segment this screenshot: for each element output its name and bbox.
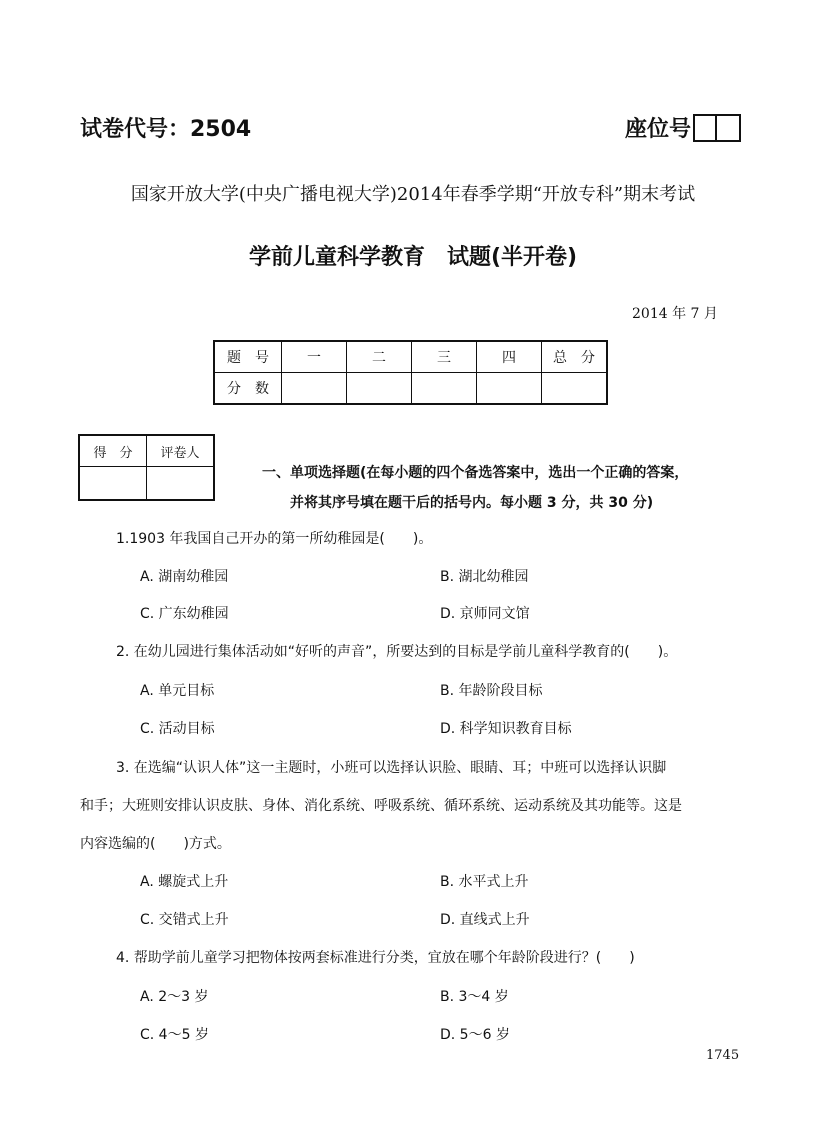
score-table bbox=[213, 340, 608, 405]
exam-title: 国家开放大学(中央广播电视大学)2014年春季学期“开放专科”期末考试 bbox=[130, 184, 696, 205]
question-3-option-b: B. 水平式上升 bbox=[440, 874, 529, 890]
question-3-option-d: D. 直线式上升 bbox=[440, 912, 530, 928]
question-1-stem: 1.1903 年我国自己开办的第一所幼稚园是( )。 bbox=[116, 531, 433, 547]
paper-code: 试卷代号：2504 bbox=[80, 117, 252, 142]
score-table-header-cell: 题 号 bbox=[214, 341, 282, 373]
seat-number bbox=[625, 112, 741, 143]
score-cell[interactable] bbox=[412, 373, 477, 405]
score-cell[interactable] bbox=[347, 373, 412, 405]
grader-score-label: 得 分 bbox=[79, 435, 147, 467]
question-1-option-b: B. 湖北幼稚园 bbox=[440, 569, 529, 585]
question-1-option-d: D. 京师同文馆 bbox=[440, 606, 530, 622]
seat-box-cell bbox=[695, 116, 717, 140]
score-table-score-row bbox=[214, 373, 607, 405]
question-4-stem: 4. 帮助学前儿童学习把物体按两套标准进行分类，宜放在哪个年龄阶段进行？( ) bbox=[116, 950, 635, 966]
score-table-header-cell: 三 bbox=[412, 341, 477, 373]
question-3-stem: 内容选编的( )方式。 bbox=[80, 836, 231, 852]
question-2-stem: 2. 在幼儿园进行集体活动如“好听的声音”，所要达到的目标是学前儿童科学教育的( )。 bbox=[116, 644, 678, 660]
section-heading: 一、单项选择题(在每小题的四个备选答案中，选出一个正确的答案， bbox=[262, 465, 689, 481]
section-heading-continued: 并将其序号填在题干后的括号内。每小题 3 分，共 30 分) bbox=[290, 495, 654, 511]
question-2-option-d: D. 科学知识教育目标 bbox=[440, 721, 572, 737]
question-1-option-c: C. 广东幼稚园 bbox=[140, 606, 229, 622]
question-3-stem: 3. 在选编“认识人体”这一主题时，小班可以选择认识脸、眼睛、耳；中班可以选择认识脚 bbox=[116, 760, 667, 776]
question-3-stem: 和手；大班则安排认识皮肤、身体、消化系统、呼吸系统、循环系统、运动系统及其功能等。这是 bbox=[80, 798, 682, 814]
question-2-option-b: B. 年龄阶段目标 bbox=[440, 683, 543, 699]
page-number: 1745 bbox=[706, 1048, 740, 1063]
score-table-header-row bbox=[214, 341, 607, 373]
grader-table bbox=[78, 434, 215, 501]
question-4-option-d: D. 5～6 岁 bbox=[440, 1027, 510, 1043]
question-3-option-c: C. 交错式上升 bbox=[140, 912, 229, 928]
grader-name-label: 评卷人 bbox=[147, 435, 215, 467]
score-table-score-label: 分 数 bbox=[214, 373, 282, 405]
score-table-header-cell: 一 bbox=[282, 341, 347, 373]
score-cell[interactable] bbox=[282, 373, 347, 405]
exam-date: 2014 年 7 月 bbox=[632, 306, 718, 322]
seat-number-boxes bbox=[693, 114, 741, 142]
seat-box-cell bbox=[717, 116, 739, 140]
question-4-option-b: B. 3～4 岁 bbox=[440, 989, 509, 1005]
grader-name-cell[interactable] bbox=[147, 467, 215, 501]
score-table-header-cell: 二 bbox=[347, 341, 412, 373]
question-3-option-a: A. 螺旋式上升 bbox=[140, 874, 229, 890]
paper-title: 学前儿童科学教育 试题(半开卷) bbox=[248, 245, 578, 270]
question-1-option-a: A. 湖南幼稚园 bbox=[140, 569, 229, 585]
question-2-option-a: A. 单元目标 bbox=[140, 683, 215, 699]
question-2-option-c: C. 活动目标 bbox=[140, 721, 215, 737]
grader-score-cell[interactable] bbox=[79, 467, 147, 501]
score-cell[interactable] bbox=[542, 373, 608, 405]
score-table-header-cell: 四 bbox=[477, 341, 542, 373]
score-cell[interactable] bbox=[477, 373, 542, 405]
score-table-header-cell: 总 分 bbox=[542, 341, 608, 373]
seat-number-label: 座位号 bbox=[625, 117, 692, 142]
question-4-option-c: C. 4～5 岁 bbox=[140, 1027, 209, 1043]
question-4-option-a: A. 2～3 岁 bbox=[140, 989, 209, 1005]
